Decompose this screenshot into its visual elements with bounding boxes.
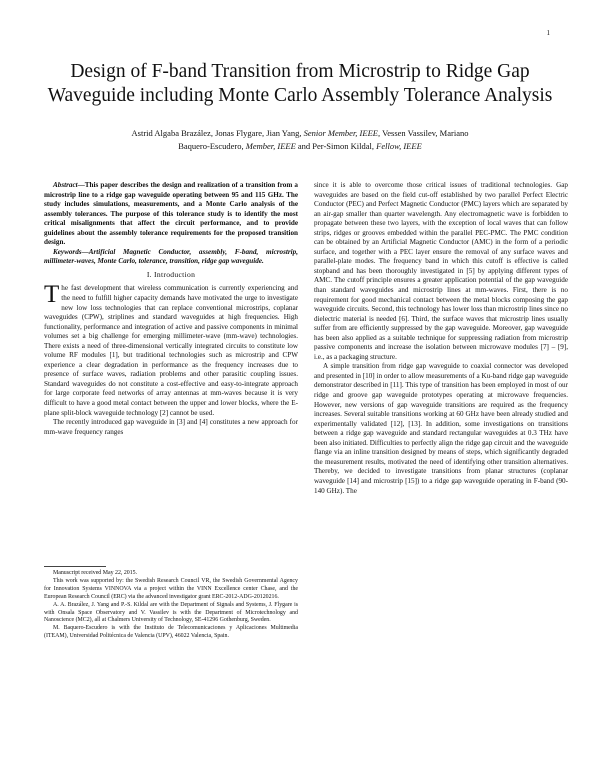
abstract-text: —This paper describes the design and realization of a transition from a microstrip line to a ridge gap waveguide operating between 95 and 115 GHz. The study includes simulations, measurements, and a Monte Carlo analysis of the assembly tolerances. The purpose of this tolerance study is to identify the most critical misalignments that affect the circuit performance, and to provide guidelines about the assembly tolerance requirements for the proposed transition design. <box>44 181 298 247</box>
author-line-2 <box>60 140 540 153</box>
abstract-label: Abstract <box>53 181 78 189</box>
intro-paragraph-1-text: he fast development that wireless communication is currently experiencing and the need to fulfill higher capacity demands have motivated the urge to investigate new low loss technologies that can replace conventional microstrips, coplanar waveguides (CPW), striplines and standard waveguides at high frequencies. High functionality, performance and integration of active and passive components in minimal volumes set a big challenge for emerging millimeter-wave (mm-wave) technologies. There exists a need of three-dimensional vertically integrated circuits to constitute low volume RF modules [1], but traditional technologies such as microstrip and CPW experience a clear degradation in performance as the frequency increases due to presence of surface waves, radiation problems and other parasitic coupling issues. Standard waveguides do not constitute a cost-effective and easy-to-integrate approach for large corporate feed networks of array antennas at mm-waves because it is very difficult to have a good metal contact between the upper and lower blocks, where the E-plane split-block waveguide technology [2] cannot be used. <box>44 284 298 417</box>
intro-paragraph-1 <box>44 281 298 418</box>
drop-cap: T <box>44 281 60 309</box>
intro-paragraph-2: The recently introduced gap waveguide in [3] and [4] constitutes a new approach for mm-wave frequency ranges <box>44 418 298 436</box>
paper-title: Design of F-band Transition from Microstrip to Ridge Gap Waveguide including Monte Carlo Assembly Tolerance Analysis <box>47 61 553 107</box>
left-column <box>44 181 298 437</box>
footnotes <box>44 566 298 641</box>
keywords-label: Keywords <box>53 247 82 256</box>
footnote-affiliations: A. A. Brazález, J. Yang and P.-S. Kildal are with the Department of Signals and Systems, J. Flygare is with Onsala Space Observatory and V. Vassilev is with the Department of Microtechnology and Nanoscience (MC2), all at Chalmers University of Technology, SE-41296 Gothenburg, Sweden. <box>44 601 298 624</box>
page-number: 1 <box>546 29 550 37</box>
footnote-affiliation-upv: M. Baquero-Escudero is with the Instituto de Telecomunicaciones y Aplicaciones Multimedia (ITEAM), Universidad Politécnica de Valencia (UPV), 46022 Valencia, Spain. <box>44 625 298 640</box>
keywords <box>44 248 298 267</box>
author-line-1 <box>60 127 540 140</box>
footnote-funding: This work was supported by: the Swedish Research Council VR, the Swedish Governmental Agency for Innovation Systems VINNOVA via a project within the VINN Excellence center Chase, and the European Research Council (ERC) via the advanced investigator grant ERC-2012-ADG-20120216. <box>44 578 298 600</box>
abstract <box>44 181 298 248</box>
footnote-rule <box>44 566 106 567</box>
body-paragraph-2: A simple transition from ridge gap waveguide to coaxial connector was developed and presented in [10] in order to allow measurements of a Ku-band ridge gap waveguide demonstrator described in [11]. This type of transition has been employed in most of our ridge and groove gap waveguide prototypes operating at microwave frequencies. However, new versions of gap waveguide transitions are required as the frequency increases. Several suitable transitions working at 60 GHz have been already studied and experimentally validated [12], [13]. In addition, some investigations on transitions between a ridge gap waveguide and standard rectangular waveguides at 0.3 THz have been also initiated. Difficulties to perfectly align the ridge gap circuit and the waveguide flange via an inline transition designed by means of steps, which significantly degraded the measurement results, motivated the need of identifying other transition alternatives. Thereby, we decided to investigate transitions from planar structures (coplanar waveguide [14] and microstrip [15]) to a ridge gap waveguide operating in F-band (90-140 GHz). The <box>314 362 568 495</box>
right-column <box>314 181 568 496</box>
keywords-text: —Artificial Magnetic Conductor, assembly, F-band, microstrip, millimeter-waves, Monte Carlo, tolerance, transition, ridge gap waveguide. <box>44 247 298 266</box>
author-name-3: Baquero-Escudero, <box>178 141 244 151</box>
author-role-3: Fellow, IEEE <box>376 141 422 151</box>
author-role-1: Senior Member, IEEE, <box>303 128 381 138</box>
section-heading-introduction: I. Introduction <box>146 269 196 279</box>
author-role-2: Member, IEEE <box>245 141 296 151</box>
footnote-manuscript: Manuscript received May 22, 2015. <box>53 570 138 576</box>
author-names-2: Vessen Vassilev, Mariano <box>382 128 469 138</box>
body-paragraph-1: since it is able to overcome those critical issues of traditional technologies. Gap waveguides are based on the field cut-off established by two parallel Perfect Electric Conductor (PEC) and Perfect Magnetic Conductor (PMC) layers which are separated by an air-gap smaller than quarter wavelength. Any electromagnetic wave is forbidden to propagate between these two layers, with the exception of local waves that can follow strips, ridges or grooves embedded within the parallel PEC-PMC. The PMC condition can be obtained by an Artificial Magnetic Conductor (AMC) in the form of a periodic surface, and together with a PEC layer ensure the removal of any surface waves and parallel-plate modes. The frequency band in which this cutoff is effective is called stopband and has been thoroughly investigated in [5] by applying different types of AMC. The cutoff principle ensures a greater application potential of the gap waveguide than standard waveguides and microstrip lines at mm-waves. First, there is no requirement for good mechanical contact between the metal blocks composing the gap waveguide circuits. Second, this technology has lower loss than microstrip lines since no dielectric material is needed [6]. Third, the surface waves that microstrip lines usually suffer from are efficiently suppressed by the gap waveguide. Moreover, gap waveguide has been also applied as a suitable technique for suppressing radiation from microstrip passive components and increase the isolation between microwave modules [7] – [9], i.e., as a packaging structure. <box>314 181 568 361</box>
author-list <box>60 127 540 153</box>
author-names-1: Astrid Algaba Brazález, Jonas Flygare, Jian Yang, <box>131 128 302 138</box>
author-name-4: and Per-Simon Kildal, <box>297 141 374 151</box>
